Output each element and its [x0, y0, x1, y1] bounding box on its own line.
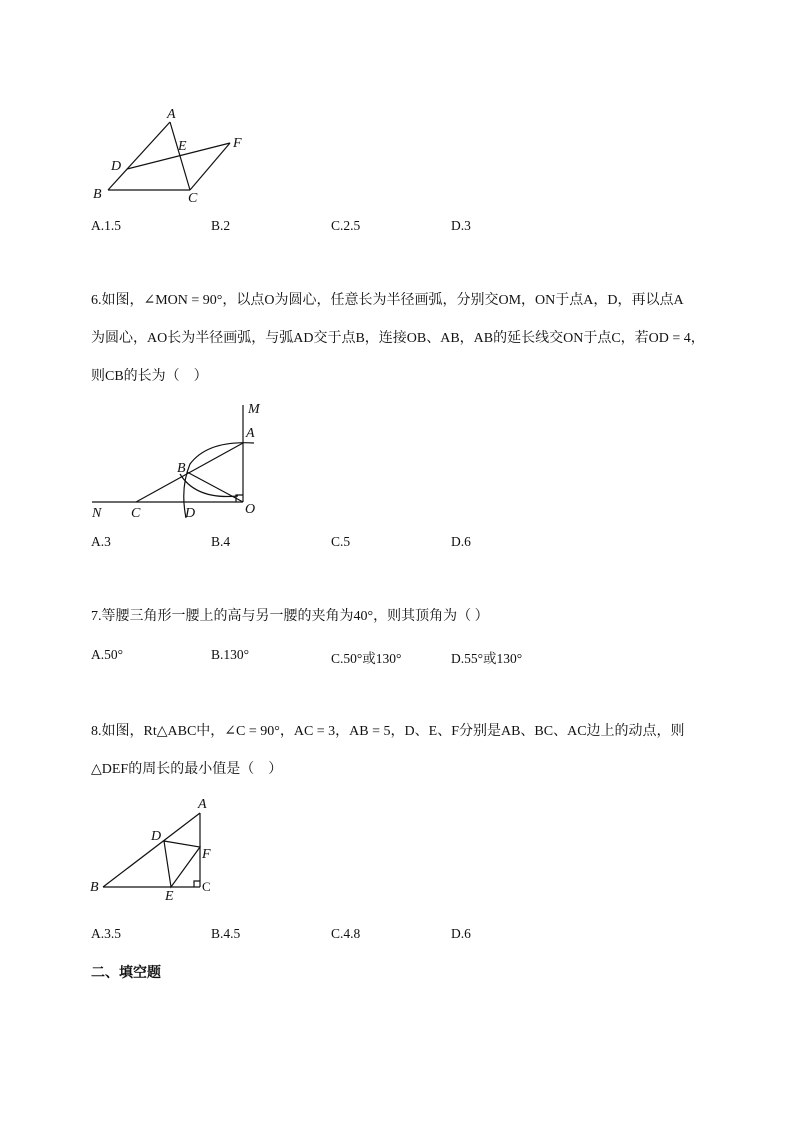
q8-options	[91, 926, 711, 946]
q5-label-D: D	[111, 159, 122, 174]
q5-diagram	[90, 105, 260, 210]
q8-option-c[interactable]: C.4.8	[331, 926, 361, 941]
q8-triangle-DEF	[164, 841, 200, 887]
q5-label-F: F	[233, 136, 242, 151]
q7-option-d[interactable]: D.55°或130°	[451, 651, 523, 666]
q7-options	[91, 647, 711, 667]
q6-label-B: B	[177, 461, 186, 476]
q8-label-B: B	[90, 880, 99, 895]
q8-line-1: 8.如图，Rt△ABC中，∠C = 90°，AC = 3，AB = 5，D、E、F分别是AB、BC、AC边上的动点，则	[91, 724, 685, 739]
q8-option-d[interactable]: D.6	[451, 926, 471, 941]
q8-line-2: △DEF的周长的最小值是（ ）	[91, 762, 283, 777]
q7-option-a[interactable]: A.50°	[91, 647, 124, 662]
q5-seg-CF	[190, 143, 230, 190]
q6-label-M: M	[248, 402, 260, 417]
q6-seg-BO	[187, 472, 243, 502]
q6-label-D: D	[185, 506, 196, 521]
q7-option-c[interactable]: C.50°或130°	[331, 651, 402, 666]
q8-figure	[88, 795, 228, 905]
q5-option-d[interactable]: D.3	[451, 218, 471, 233]
q6-arc-B	[180, 474, 238, 497]
q5-label-E: E	[178, 139, 187, 154]
q6-option-b[interactable]: B.4	[211, 534, 231, 549]
q8-seg-BA	[103, 813, 200, 887]
q6-option-c[interactable]: C.5	[331, 534, 351, 549]
q6-options	[91, 534, 711, 554]
q8-label-F: F	[202, 847, 211, 862]
q6-label-A: A	[246, 426, 255, 441]
q5-label-C: C	[188, 191, 198, 206]
q8-option-a[interactable]: A.3.5	[91, 926, 121, 941]
q8-label-D: D	[151, 829, 162, 844]
q5-option-a[interactable]: A.1.5	[91, 218, 121, 233]
section-heading-fill-in: 二、填空题	[91, 965, 161, 981]
q8-label-C: C	[202, 879, 211, 894]
q7-option-b[interactable]: B.130°	[211, 647, 250, 662]
q8-diagram	[88, 795, 228, 905]
q6-line-3: 则CB的长为（ ）	[91, 369, 208, 384]
q6-figure	[88, 400, 278, 522]
q5-option-b[interactable]: B.2	[211, 218, 231, 233]
q6-line-2: 为圆心，AO长为半径画弧，与弧AD交于点B，连接OB、AB，AB的延长线交ON于点C，若OD = 4，	[91, 331, 705, 346]
q7-line-1: 7.等腰三角形一腰上的高与另一腰的夹角为40°，则其顶角为（ ）	[91, 609, 489, 624]
q6-line-1: 6.如图，∠MON = 90°，以点O为圆心，任意长为半径画弧，分别交OM，ON于点A，D，再以点A	[91, 293, 684, 308]
q5-seg-BA	[108, 122, 170, 190]
q5-label-A: A	[167, 107, 176, 122]
q6-option-a[interactable]: A.3	[91, 534, 111, 549]
q6-option-d[interactable]: D.6	[451, 534, 471, 549]
q6-diagram	[88, 400, 278, 522]
q8-option-b[interactable]: B.4.5	[211, 926, 241, 941]
q8-label-E: E	[165, 889, 174, 904]
q5-options	[91, 218, 711, 238]
q8-label-A: A	[198, 797, 207, 812]
q5-option-c[interactable]: C.2.5	[331, 218, 361, 233]
q5-figure	[90, 105, 260, 210]
q6-label-C: C	[131, 506, 141, 521]
q6-label-N: N	[92, 506, 102, 521]
q5-label-B: B	[93, 187, 102, 202]
q6-label-O: O	[245, 502, 256, 517]
q8-right-angle-mark	[194, 881, 200, 887]
